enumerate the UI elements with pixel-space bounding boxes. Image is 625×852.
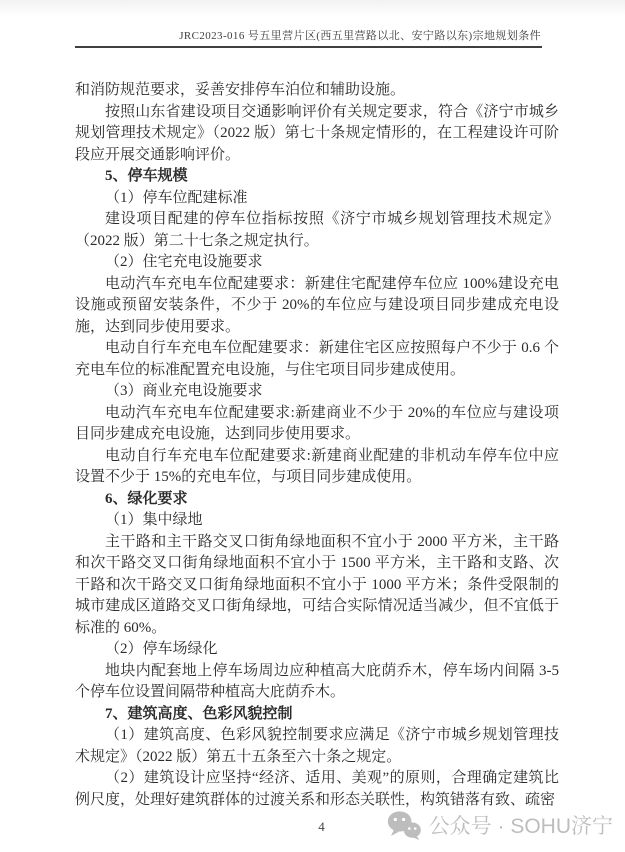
paragraph: （3）商业充电设施要求	[105, 383, 263, 399]
paragraph: （1）停车位配建标准	[105, 189, 248, 206]
header-rule-divider	[75, 46, 542, 48]
page-number: 4	[318, 819, 325, 834]
section-heading: 6、绿化要求	[105, 490, 188, 507]
paragraph: 电动汽车充电车位配建要求：新建住宅配建停车位应 100%建设充电设施或预留安装条件，不少于 20%的车位应与建设项目同步建成充电设施，达到同步使用要求。	[75, 275, 559, 335]
paragraph: 电动自行车充电车位配建要求：新建住宅区应按照每户不少于 0.6 个充电车位的标准配置充电设施，与住宅项目同步建成使用。	[75, 340, 559, 378]
wechat-icon	[386, 810, 422, 840]
paragraph: 和消防规范要求，妥善安排停车泊位和辅助设施。	[75, 82, 406, 98]
scan-shading	[0, 0, 625, 16]
section-heading: 5、停车规模	[105, 168, 188, 184]
paragraph: （2）停车场绿化	[105, 641, 218, 657]
paragraph: 电动自行车充电车位配建要求:新建商业配建的非机动车停车位中应设置不少于 15%的充电车位，与项目同步建成使用。	[75, 447, 559, 485]
paragraph: 地块内配套地上停车场周边应种植高大庇荫乔木，停车场内间隔 3-5 个停车位设置间隔带种植高大庇荫乔木。	[75, 662, 559, 700]
paragraph: 建设项目配建的停车位指标按照《济宁市城乡规划管理技术规定》（2022 版）第二十七条之规定执行。	[75, 211, 559, 249]
paragraph: 按照山东省建设项目交通影响评价有关规定要求，符合《济宁市城乡规划管理技术规定》（2022 版）第七十条规定情形的，在工程建设许可阶段应开展交通影响评价。	[75, 103, 559, 163]
paragraph: （2）住宅充电设施要求	[105, 254, 263, 270]
document-body	[75, 80, 559, 811]
paragraph: （1）集中绿地	[105, 512, 203, 528]
section-heading: 7、建筑高度、色彩风貌控制	[105, 705, 293, 722]
watermark-label: 公众号 · SOHU济宁	[428, 815, 613, 838]
paragraph: 主干路和主干路交叉口街角绿地面积不宜小于 2000 平方米，主干路和次干路交叉口街角绿地面积不宜小于 1500 平方米，主干路和支路、次干路和次干路交叉口街角绿地面积不宜小于 1000 平方米；条件受限制的城市建成区道路交叉口街角绿地，可结合实际情况适当减少，但不宜低于标准的 60%。	[75, 533, 559, 636]
watermark	[386, 810, 613, 840]
paragraph: 电动汽车充电车位配建要求:新建商业不少于 20%的车位应与建设项目同步建成充电设施，达到同步使用要求。	[75, 404, 559, 442]
page-header-title: JRC2023-016 号五里营片区(西五里营路以北、安宁路以东)宗地规划条件	[179, 30, 541, 42]
paragraph: （2）建筑设计应坚持“经济、适用、美观”的原则，合理确定建筑比例尺度，处理好建筑群体的过渡关系和形态关联性，构筑错落有致、疏密	[75, 770, 559, 808]
paragraph: （1）建筑高度、色彩风貌控制要求应满足《济宁市城乡规划管理技术规定》（2022 版）第五十五条至六十条之规定。	[75, 727, 559, 765]
